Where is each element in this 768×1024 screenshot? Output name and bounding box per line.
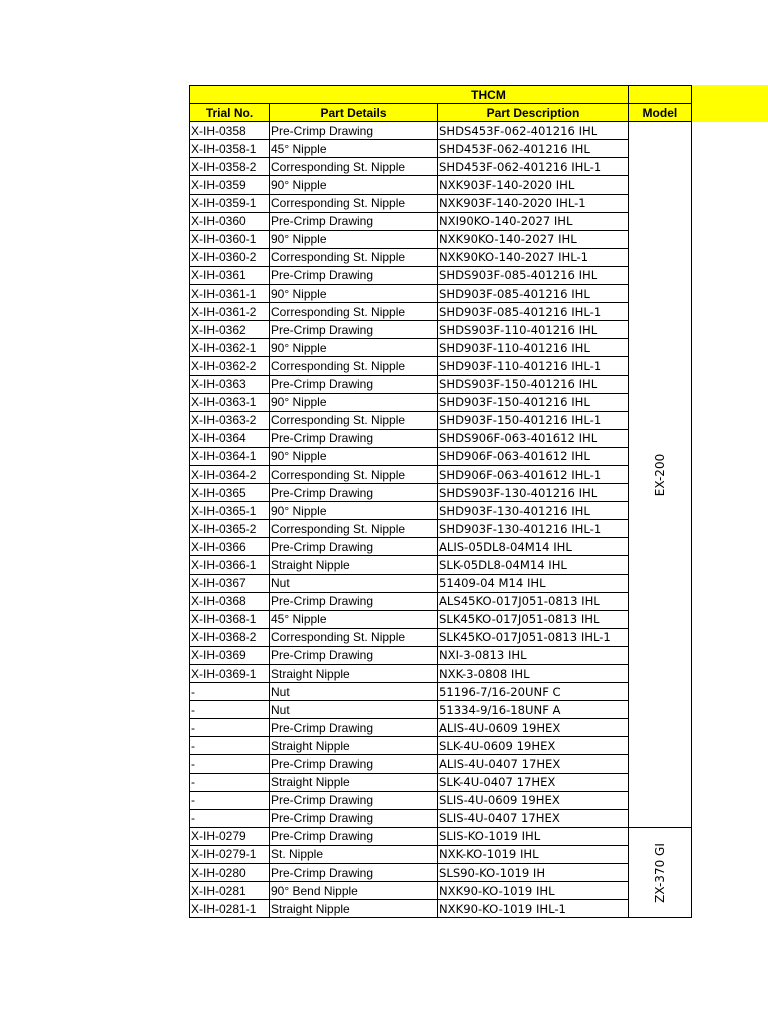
cell-part-description[interactable]: SLK-4U-0407 17HEX [438, 773, 629, 791]
table-row [190, 646, 692, 664]
cell-trial-no[interactable]: X-IH-0360 [190, 212, 270, 230]
table-row [190, 845, 692, 863]
table-row [190, 230, 692, 248]
cell-part-details[interactable]: St. Nipple [270, 845, 438, 863]
table-row [190, 592, 692, 610]
cell-part-description[interactable]: SHD453F-062-401216 IHL-1 [438, 158, 629, 176]
cell-part-details[interactable]: 90° Nipple [270, 393, 438, 411]
model-label: ZX-370 GI [652, 842, 667, 903]
cell-trial-no[interactable]: X-IH-0368-2 [190, 628, 270, 646]
cell-trial-no[interactable]: X-IH-0366-1 [190, 556, 270, 574]
cell-trial-no[interactable]: X-IH-0361-1 [190, 285, 270, 303]
cell-part-details[interactable]: Pre-Crimp Drawing [270, 212, 438, 230]
cell-part-description[interactable]: SHD903F-150-401216 IHL-1 [438, 411, 629, 429]
cell-trial-no[interactable]: X-IH-0366 [190, 538, 270, 556]
header-row [190, 104, 692, 122]
cell-trial-no[interactable]: X-IH-0361 [190, 266, 270, 284]
cell-trial-no[interactable]: X-IH-0360-2 [190, 248, 270, 266]
header-model[interactable]: Model [629, 104, 692, 122]
table-row [190, 266, 692, 284]
cell-part-details[interactable]: Pre-Crimp Drawing [270, 266, 438, 284]
cell-part-description[interactable]: SHD903F-085-401216 IHL [438, 285, 629, 303]
cell-trial-no[interactable]: - [190, 791, 270, 809]
cell-trial-no[interactable]: X-IH-0365-1 [190, 502, 270, 520]
cell-trial-no[interactable]: X-IH-0360-1 [190, 230, 270, 248]
cell-part-details[interactable]: Corresponding St. Nipple [270, 303, 438, 321]
cell-part-description[interactable]: NXK-3-0808 IHL [438, 665, 629, 683]
table-row [190, 538, 692, 556]
spreadsheet [189, 85, 692, 918]
cell-part-details[interactable]: 90° Nipple [270, 230, 438, 248]
cell-part-description[interactable]: SHD903F-110-401216 IHL-1 [438, 357, 629, 375]
cell-part-details[interactable]: Pre-Crimp Drawing [270, 646, 438, 664]
table-row [190, 556, 692, 574]
table-row [190, 285, 692, 303]
cell-trial-no[interactable]: X-IH-0358 [190, 122, 270, 140]
cell-trial-no[interactable]: X-IH-0368-1 [190, 610, 270, 628]
cell-trial-no[interactable]: X-IH-0361-2 [190, 303, 270, 321]
table-row [190, 827, 692, 845]
cell-part-details[interactable]: 45° Nipple [270, 610, 438, 628]
table-row [190, 303, 692, 321]
table-row [190, 429, 692, 447]
cell-trial-no[interactable]: X-IH-0365 [190, 484, 270, 502]
cell-part-description[interactable]: SHD903F-150-401216 IHL [438, 393, 629, 411]
header-trial-no[interactable]: Trial No. [190, 104, 270, 122]
table-row [190, 321, 692, 339]
cell-part-details[interactable]: Corresponding St. Nipple [270, 194, 438, 212]
cell-trial-no[interactable]: X-IH-0364 [190, 429, 270, 447]
cell-part-description[interactable]: SHD903F-110-401216 IHL [438, 339, 629, 357]
table-row [190, 701, 692, 719]
cell-part-description[interactable]: SHD903F-130-401216 IHL-1 [438, 520, 629, 538]
cell-part-details[interactable]: Pre-Crimp Drawing [270, 538, 438, 556]
cell-part-details[interactable]: Pre-Crimp Drawing [270, 791, 438, 809]
parts-table [189, 85, 692, 918]
cell-part-description[interactable]: SHD903F-085-401216 IHL-1 [438, 303, 629, 321]
cell-trial-no[interactable]: - [190, 683, 270, 701]
model-label: EX-200 [652, 453, 667, 496]
cell-model[interactable] [629, 827, 692, 917]
cell-trial-no[interactable]: X-IH-0369 [190, 646, 270, 664]
cell-model[interactable] [629, 122, 692, 828]
cell-part-details[interactable]: Corresponding St. Nipple [270, 465, 438, 483]
table-row [190, 864, 692, 882]
cell-trial-no[interactable]: X-IH-0359-1 [190, 194, 270, 212]
cell-trial-no[interactable]: - [190, 719, 270, 737]
cell-part-details[interactable]: Straight Nipple [270, 556, 438, 574]
cell-part-details[interactable]: Corresponding St. Nipple [270, 357, 438, 375]
cell-trial-no[interactable]: - [190, 737, 270, 755]
cell-part-description[interactable]: ALIS-05DL8-04M14 IHL [438, 538, 629, 556]
cell-part-details[interactable]: Straight Nipple [270, 737, 438, 755]
cell-trial-no[interactable]: X-IH-0281-1 [190, 900, 270, 918]
table-row [190, 122, 692, 140]
cell-part-description[interactable]: SLK45KO-017J051-0813 IHL [438, 610, 629, 628]
cell-trial-no[interactable]: X-IH-0363-2 [190, 411, 270, 429]
cell-part-description[interactable]: 51196-7/16-20UNF C [438, 683, 629, 701]
cell-part-details[interactable]: 90° Nipple [270, 502, 438, 520]
cell-trial-no[interactable]: X-IH-0368 [190, 592, 270, 610]
cell-part-description[interactable]: SHDS906F-063-401612 IHL [438, 429, 629, 447]
cell-part-description[interactable]: NXK90-KO-1019 IHL [438, 882, 629, 900]
table-row [190, 158, 692, 176]
table-row [190, 357, 692, 375]
table-row [190, 610, 692, 628]
cell-trial-no[interactable]: X-IH-0358-2 [190, 158, 270, 176]
table-row [190, 900, 692, 918]
cell-part-description[interactable]: SHDS903F-130-401216 IHL [438, 484, 629, 502]
cell-part-details[interactable]: Corresponding St. Nipple [270, 158, 438, 176]
table-row [190, 574, 692, 592]
table-row [190, 628, 692, 646]
cell-part-details[interactable]: Corresponding St. Nipple [270, 248, 438, 266]
table-row [190, 393, 692, 411]
cell-part-details[interactable]: Pre-Crimp Drawing [270, 429, 438, 447]
cell-trial-no[interactable]: X-IH-0279 [190, 827, 270, 845]
table-row [190, 719, 692, 737]
cell-part-description[interactable]: SLK45KO-017J051-0813 IHL-1 [438, 628, 629, 646]
cell-part-description[interactable]: NXI-3-0813 IHL [438, 646, 629, 664]
cell-part-description[interactable]: SLK-4U-0609 19HEX [438, 737, 629, 755]
table-row [190, 484, 692, 502]
cell-part-details[interactable]: Pre-Crimp Drawing [270, 864, 438, 882]
cell-trial-no[interactable]: X-IH-0367 [190, 574, 270, 592]
cell-part-description[interactable]: SHDS903F-150-401216 IHL [438, 375, 629, 393]
table-row [190, 755, 692, 773]
cell-part-details[interactable]: 90° Nipple [270, 339, 438, 357]
cell-part-details[interactable]: Pre-Crimp Drawing [270, 321, 438, 339]
cell-part-details[interactable]: Pre-Crimp Drawing [270, 122, 438, 140]
table-row [190, 773, 692, 791]
table-row [190, 176, 692, 194]
cell-part-details[interactable]: Corresponding St. Nipple [270, 411, 438, 429]
cell-part-description[interactable]: SHDS903F-110-401216 IHL [438, 321, 629, 339]
table-body [190, 122, 692, 918]
cell-trial-no[interactable]: - [190, 701, 270, 719]
table-row [190, 212, 692, 230]
cell-part-description[interactable]: SLIS-4U-0407 17HEX [438, 809, 629, 827]
cell-part-details[interactable]: Pre-Crimp Drawing [270, 755, 438, 773]
cell-part-description[interactable]: SLK-05DL8-04M14 IHL [438, 556, 629, 574]
cell-part-details[interactable]: Nut [270, 701, 438, 719]
table-row [190, 375, 692, 393]
cell-trial-no[interactable]: X-IH-0369-1 [190, 665, 270, 683]
table-row [190, 665, 692, 683]
table-row [190, 339, 692, 357]
cell-part-details[interactable]: 90° Bend Nipple [270, 882, 438, 900]
cell-trial-no[interactable]: X-IH-0364-1 [190, 447, 270, 465]
table-row [190, 791, 692, 809]
cell-part-description[interactable]: NXK903F-140-2020 IHL [438, 176, 629, 194]
cell-part-details[interactable]: Straight Nipple [270, 900, 438, 918]
cell-trial-no[interactable]: X-IH-0365-2 [190, 520, 270, 538]
cell-part-details[interactable]: Pre-Crimp Drawing [270, 484, 438, 502]
cell-part-details[interactable]: Nut [270, 574, 438, 592]
cell-part-description[interactable]: SHDS453F-062-401216 IHL [438, 122, 629, 140]
sheet-title: THCM [190, 86, 629, 104]
cell-part-details[interactable]: 45° Nipple [270, 140, 438, 158]
cell-part-details[interactable]: Pre-Crimp Drawing [270, 809, 438, 827]
cell-trial-no[interactable]: X-IH-0363-1 [190, 393, 270, 411]
table-row [190, 882, 692, 900]
table-row [190, 737, 692, 755]
cell-part-description[interactable]: NXK90KO-140-2027 IHL [438, 230, 629, 248]
cell-part-details[interactable]: Pre-Crimp Drawing [270, 375, 438, 393]
cell-trial-no[interactable]: X-IH-0280 [190, 864, 270, 882]
cell-trial-no[interactable]: - [190, 773, 270, 791]
cell-part-details[interactable]: Straight Nipple [270, 665, 438, 683]
table-row [190, 411, 692, 429]
cell-part-details[interactable]: 90° Nipple [270, 447, 438, 465]
cell-trial-no[interactable]: X-IH-0281 [190, 882, 270, 900]
cell-part-description[interactable]: SLIS-KO-1019 IHL [438, 827, 629, 845]
cell-trial-no[interactable]: X-IH-0363 [190, 375, 270, 393]
cell-part-details[interactable]: Straight Nipple [270, 773, 438, 791]
table-row [190, 248, 692, 266]
header-part-description[interactable]: Part Description [438, 104, 629, 122]
table-row [190, 683, 692, 701]
cell-part-description[interactable]: NXK90KO-140-2027 IHL-1 [438, 248, 629, 266]
cell-trial-no[interactable]: X-IH-0362-1 [190, 339, 270, 357]
cell-trial-no[interactable]: X-IH-0358-1 [190, 140, 270, 158]
cell-part-details[interactable]: Pre-Crimp Drawing [270, 592, 438, 610]
cell-part-description[interactable]: SHD453F-062-401216 IHL [438, 140, 629, 158]
cell-trial-no[interactable]: X-IH-0362 [190, 321, 270, 339]
cell-trial-no[interactable]: - [190, 755, 270, 773]
cell-part-description[interactable]: SHD903F-130-401216 IHL [438, 502, 629, 520]
header-part-details[interactable]: Part Details [270, 104, 438, 122]
cell-part-details[interactable]: Corresponding St. Nipple [270, 520, 438, 538]
cell-part-details[interactable]: Nut [270, 683, 438, 701]
cell-part-description[interactable]: ALIS-4U-0609 19HEX [438, 719, 629, 737]
cell-part-details[interactable]: 90° Nipple [270, 285, 438, 303]
cell-trial-no[interactable]: - [190, 809, 270, 827]
table-row [190, 502, 692, 520]
table-row [190, 194, 692, 212]
cell-part-description[interactable]: SHD906F-063-401612 IHL [438, 447, 629, 465]
cell-trial-no[interactable]: X-IH-0359 [190, 176, 270, 194]
cell-part-details[interactable]: Corresponding St. Nipple [270, 628, 438, 646]
table-row [190, 520, 692, 538]
title-row [190, 86, 692, 104]
cell-part-description[interactable]: ALS45KO-017J051-0813 IHL [438, 592, 629, 610]
table-row [190, 465, 692, 483]
cell-part-description[interactable]: 51334-9/16-18UNF A [438, 701, 629, 719]
cell-trial-no[interactable]: X-IH-0364-2 [190, 465, 270, 483]
cell-part-description[interactable]: NXK90-KO-1019 IHL-1 [438, 900, 629, 918]
table-row [190, 140, 692, 158]
cell-part-description[interactable]: SLS90-KO-1019 IH [438, 864, 629, 882]
cell-part-description[interactable]: 51409-04 M14 IHL [438, 574, 629, 592]
cell-part-description[interactable]: NXI90KO-140-2027 IHL [438, 212, 629, 230]
cell-trial-no[interactable]: X-IH-0362-2 [190, 357, 270, 375]
cell-part-description[interactable]: SHDS903F-085-401216 IHL [438, 266, 629, 284]
cell-part-description[interactable]: SLIS-4U-0609 19HEX [438, 791, 629, 809]
title-spacer [629, 86, 692, 104]
cell-part-description[interactable]: NXK903F-140-2020 IHL-1 [438, 194, 629, 212]
cell-part-details[interactable]: Pre-Crimp Drawing [270, 827, 438, 845]
table-row [190, 809, 692, 827]
cell-part-description[interactable]: SHD906F-063-401612 IHL-1 [438, 465, 629, 483]
table-row [190, 447, 692, 465]
cell-part-description[interactable]: NXK-KO-1019 IHL [438, 845, 629, 863]
cell-part-details[interactable]: 90° Nipple [270, 176, 438, 194]
cell-part-description[interactable]: ALIS-4U-0407 17HEX [438, 755, 629, 773]
cell-part-details[interactable]: Pre-Crimp Drawing [270, 719, 438, 737]
cell-trial-no[interactable]: X-IH-0279-1 [190, 845, 270, 863]
